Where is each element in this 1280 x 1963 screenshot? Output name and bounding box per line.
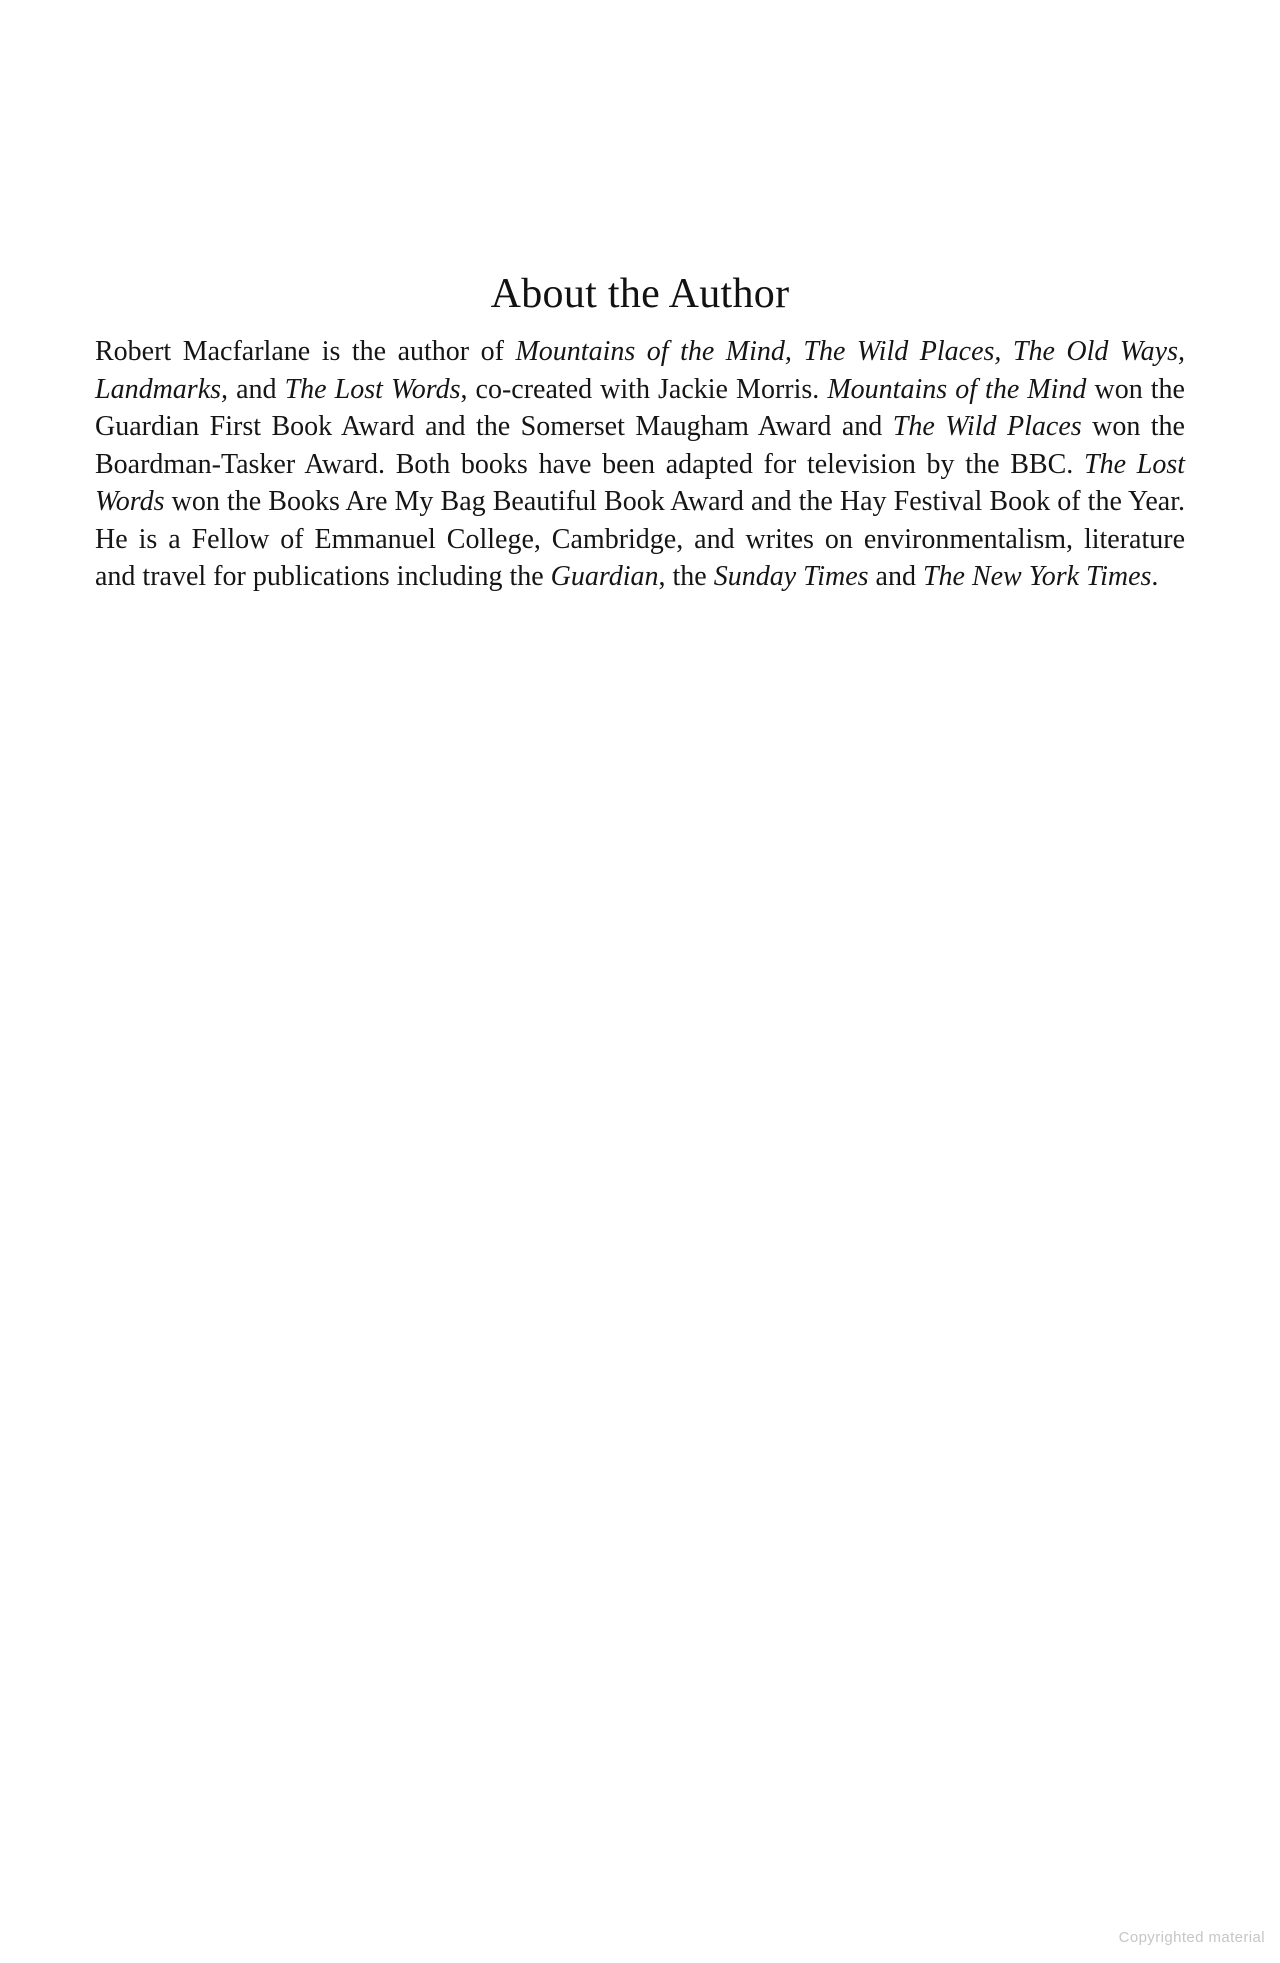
book-title-italic: The Lost Words bbox=[95, 448, 1186, 517]
paragraph-text: won the Guardian First Book Award and the Somerset Maugham Award and bbox=[95, 373, 1185, 442]
paragraph-text: and bbox=[868, 561, 923, 592]
book-title-italic: Mountains of the Mind bbox=[827, 373, 1087, 405]
book-title-italic: Sunday Times bbox=[713, 561, 869, 592]
paragraph-text: , the bbox=[658, 561, 714, 592]
book-title-italic: Mountains of the Mind, The Wild Places, The Old Ways, Landmarks, bbox=[95, 336, 1185, 405]
paragraph-text: won the Books Are My Bag Beautiful Book Award and the Hay Festival Book of the Year. He is a Fellow of Emmanuel College, Cambridge, and writes on environmentalism, literature and travel for publications including the bbox=[95, 486, 1185, 592]
paragraph-text: . bbox=[1151, 561, 1159, 592]
paragraph-text: and bbox=[228, 373, 285, 405]
book-title-italic: The Wild Places bbox=[892, 411, 1082, 442]
paragraph-text: , co-created with Jackie Morris. bbox=[460, 373, 828, 405]
about-author-paragraph bbox=[95, 333, 1185, 596]
book-title-italic: Guardian bbox=[550, 561, 659, 592]
page-title: About the Author bbox=[490, 271, 790, 317]
paragraph-text: won the Boardman-Tasker Award. Both books have been adapted for television by the BBC. bbox=[95, 411, 1185, 480]
copyright-watermark: Copyrighted material bbox=[1118, 1929, 1265, 1946]
book-title-italic: The Lost Words bbox=[284, 373, 461, 405]
book-title-italic: The New York Times bbox=[922, 561, 1152, 592]
paragraph-text: Robert Macfarlane is the author of bbox=[95, 336, 516, 367]
